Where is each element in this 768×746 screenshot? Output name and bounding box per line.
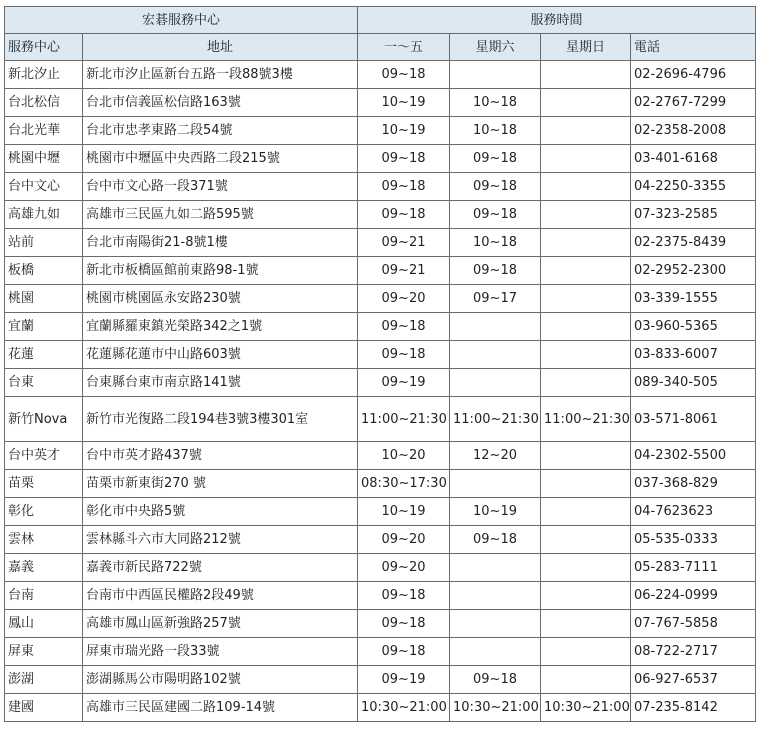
cell-sunday-hours: 10:30~21:00 [541,694,631,722]
cell-center-name: 鳳山 [5,610,83,638]
cell-sunday-hours [541,173,631,201]
cell-center-name: 桃園 [5,285,83,313]
cell-phone: 05-283-7111 [631,554,756,582]
cell-center-name: 彰化 [5,498,83,526]
cell-weekday-hours: 09~21 [358,257,450,285]
cell-weekday-hours: 10~19 [358,89,450,117]
cell-phone: 037-368-829 [631,470,756,498]
cell-sunday-hours [541,145,631,173]
cell-center-name: 屏東 [5,638,83,666]
cell-saturday-hours [450,610,541,638]
column-header-phone: 電話 [631,34,756,61]
cell-phone: 06-224-0999 [631,582,756,610]
cell-sunday-hours [541,582,631,610]
cell-phone: 03-571-8061 [631,397,756,442]
column-header-saturday: 星期六 [450,34,541,61]
cell-saturday-hours: 10:30~21:00 [450,694,541,722]
cell-address: 新北市板橋區館前東路98-1號 [83,257,358,285]
cell-address: 新竹市光復路二段194巷3號3樓301室 [83,397,358,442]
cell-sunday-hours [541,201,631,229]
cell-weekday-hours: 09~18 [358,341,450,369]
cell-weekday-hours: 09~18 [358,582,450,610]
cell-center-name: 花蓮 [5,341,83,369]
table-row [5,526,756,554]
cell-center-name: 嘉義 [5,554,83,582]
cell-center-name: 板橋 [5,257,83,285]
cell-center-name: 台北松信 [5,89,83,117]
table-row [5,498,756,526]
cell-saturday-hours [450,369,541,397]
cell-saturday-hours: 09~18 [450,173,541,201]
cell-weekday-hours: 09~20 [358,285,450,313]
cell-weekday-hours: 09~18 [358,610,450,638]
cell-phone: 03-401-6168 [631,145,756,173]
cell-sunday-hours [541,257,631,285]
cell-weekday-hours: 11:00~21:30 [358,397,450,442]
cell-phone: 02-2696-4796 [631,61,756,89]
cell-address: 桃園市中壢區中央西路二段215號 [83,145,358,173]
cell-center-name: 台南 [5,582,83,610]
cell-phone: 07-767-5858 [631,610,756,638]
cell-phone: 04-2250-3355 [631,173,756,201]
table-row [5,89,756,117]
cell-center-name: 新竹Nova [5,397,83,442]
group-header-service-hours: 服務時間 [358,7,756,34]
table-row [5,201,756,229]
cell-address: 高雄市三民區九如二路595號 [83,201,358,229]
cell-address: 台中市英才路437號 [83,442,358,470]
cell-saturday-hours: 11:00~21:30 [450,397,541,442]
cell-weekday-hours: 09~19 [358,369,450,397]
cell-weekday-hours: 10~20 [358,442,450,470]
cell-address: 高雄市鳳山區新強路257號 [83,610,358,638]
cell-weekday-hours: 09~20 [358,526,450,554]
cell-saturday-hours: 09~18 [450,201,541,229]
cell-weekday-hours: 09~18 [358,145,450,173]
table-row [5,285,756,313]
cell-weekday-hours: 09~18 [358,173,450,201]
table-row [5,442,756,470]
cell-weekday-hours: 09~21 [358,229,450,257]
cell-address: 雲林縣斗六市大同路212號 [83,526,358,554]
cell-address: 花蓮縣花蓮市中山路603號 [83,341,358,369]
cell-address: 高雄市三民區建國二路109-14號 [83,694,358,722]
cell-saturday-hours [450,470,541,498]
cell-phone: 07-323-2585 [631,201,756,229]
cell-phone: 02-2952-2300 [631,257,756,285]
table-row [5,666,756,694]
cell-sunday-hours [541,89,631,117]
cell-weekday-hours: 09~20 [358,554,450,582]
cell-weekday-hours: 08:30~17:30 [358,470,450,498]
cell-address: 苗栗市新東街270 號 [83,470,358,498]
cell-saturday-hours [450,341,541,369]
column-header-weekday: 一～五 [358,34,450,61]
table-column-header-row [5,34,756,61]
cell-address: 宜蘭縣羅東鎮光榮路342之1號 [83,313,358,341]
cell-sunday-hours [541,341,631,369]
cell-saturday-hours: 10~19 [450,498,541,526]
cell-saturday-hours [450,638,541,666]
cell-phone: 04-2302-5500 [631,442,756,470]
cell-phone: 05-535-0333 [631,526,756,554]
table-row [5,257,756,285]
cell-address: 台中市文心路一段371號 [83,173,358,201]
cell-saturday-hours: 09~18 [450,526,541,554]
cell-saturday-hours: 09~18 [450,145,541,173]
cell-saturday-hours [450,313,541,341]
cell-weekday-hours: 09~18 [358,61,450,89]
cell-weekday-hours: 10~19 [358,498,450,526]
cell-phone: 03-833-6007 [631,341,756,369]
cell-weekday-hours: 09~18 [358,201,450,229]
cell-phone: 02-2375-8439 [631,229,756,257]
cell-saturday-hours: 10~18 [450,89,541,117]
table-row [5,610,756,638]
cell-sunday-hours [541,313,631,341]
cell-sunday-hours [541,638,631,666]
cell-address: 台北市南陽街21-8號1樓 [83,229,358,257]
cell-center-name: 苗栗 [5,470,83,498]
cell-saturday-hours: 09~18 [450,666,541,694]
cell-weekday-hours: 10~19 [358,117,450,145]
cell-saturday-hours: 10~18 [450,229,541,257]
cell-weekday-hours: 09~18 [358,638,450,666]
cell-sunday-hours [541,470,631,498]
cell-saturday-hours [450,61,541,89]
cell-saturday-hours: 09~17 [450,285,541,313]
table-row [5,638,756,666]
cell-center-name: 澎湖 [5,666,83,694]
cell-weekday-hours: 09~19 [358,666,450,694]
cell-weekday-hours: 09~18 [358,313,450,341]
cell-center-name: 桃園中壢 [5,145,83,173]
table-row [5,341,756,369]
table-row [5,145,756,173]
cell-sunday-hours: 11:00~21:30 [541,397,631,442]
table-row [5,470,756,498]
cell-sunday-hours [541,369,631,397]
cell-phone: 04-7623623 [631,498,756,526]
cell-address: 新北市汐止區新台五路一段88號3樓 [83,61,358,89]
cell-sunday-hours [541,610,631,638]
table-row [5,61,756,89]
cell-address: 台北市信義區松信路163號 [83,89,358,117]
cell-saturday-hours: 12~20 [450,442,541,470]
cell-saturday-hours [450,582,541,610]
cell-saturday-hours [450,554,541,582]
cell-center-name: 站前 [5,229,83,257]
column-header-center: 服務中心 [5,34,83,61]
cell-address: 桃園市桃園區永安路230號 [83,285,358,313]
cell-sunday-hours [541,554,631,582]
cell-phone: 03-960-5365 [631,313,756,341]
table-row [5,313,756,341]
cell-center-name: 雲林 [5,526,83,554]
cell-center-name: 建國 [5,694,83,722]
cell-center-name: 台中英才 [5,442,83,470]
cell-phone: 02-2767-7299 [631,89,756,117]
table-row [5,694,756,722]
cell-sunday-hours [541,61,631,89]
cell-saturday-hours: 09~18 [450,257,541,285]
cell-address: 台北市忠孝東路二段54號 [83,117,358,145]
cell-phone: 07-235-8142 [631,694,756,722]
cell-center-name: 高雄九如 [5,201,83,229]
cell-sunday-hours [541,117,631,145]
cell-phone: 06-927-6537 [631,666,756,694]
cell-sunday-hours [541,442,631,470]
cell-sunday-hours [541,285,631,313]
column-header-sunday: 星期日 [541,34,631,61]
group-header-service-center: 宏碁服務中心 [5,7,358,34]
cell-address: 彰化市中央路5號 [83,498,358,526]
table-row [5,554,756,582]
cell-center-name: 台北光華 [5,117,83,145]
cell-phone: 02-2358-2008 [631,117,756,145]
table-body [5,61,756,722]
service-center-table-wrapper [4,6,756,722]
cell-sunday-hours [541,666,631,694]
cell-center-name: 宜蘭 [5,313,83,341]
cell-address: 澎湖縣馬公市陽明路102號 [83,666,358,694]
cell-center-name: 台東 [5,369,83,397]
table-row [5,397,756,442]
cell-phone: 089-340-505 [631,369,756,397]
column-header-address: 地址 [83,34,358,61]
table-row [5,117,756,145]
table-group-header-row [5,7,756,34]
cell-center-name: 台中文心 [5,173,83,201]
cell-center-name: 新北汐止 [5,61,83,89]
cell-address: 屏東市瑞光路一段33號 [83,638,358,666]
cell-address: 台南市中西區民權路2段49號 [83,582,358,610]
cell-saturday-hours: 10~18 [450,117,541,145]
cell-sunday-hours [541,229,631,257]
cell-sunday-hours [541,526,631,554]
cell-sunday-hours [541,498,631,526]
service-center-table [4,6,756,722]
cell-phone: 03-339-1555 [631,285,756,313]
table-row [5,369,756,397]
table-row [5,229,756,257]
cell-phone: 08-722-2717 [631,638,756,666]
table-row [5,582,756,610]
cell-weekday-hours: 10:30~21:00 [358,694,450,722]
cell-address: 嘉義市新民路722號 [83,554,358,582]
cell-address: 台東縣台東市南京路141號 [83,369,358,397]
table-row [5,173,756,201]
